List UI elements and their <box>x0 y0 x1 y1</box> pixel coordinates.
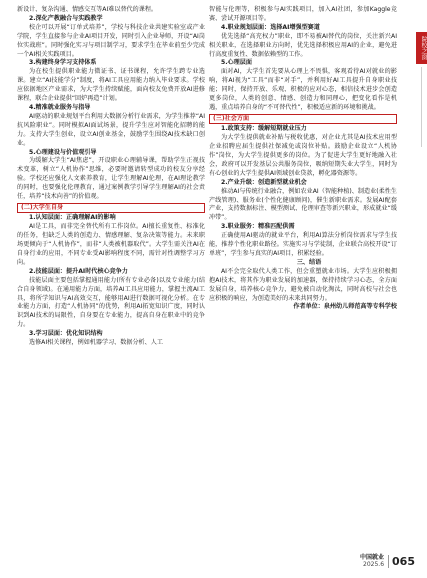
subsection-heading: 2.技能层面：提升AI时代核心竞争力 <box>29 267 128 275</box>
magazine-name: 中国就业 <box>360 554 385 561</box>
body-paragraph: 为缓解大学生“AI焦虑”，开设职业心理辅导课，帮助学生正视技术变革，树立“人机协作”思维，必要时邀请转型成功的校友分享经验。学校还应强化人文素养教育，让学生理解AI伦理，在AI理论教学的同时，也要强化伦理教育，通过案例教学引导学生理解AI的社会责任，培养“技术向善”的价值观。 <box>17 157 205 201</box>
body-paragraph: 面对AI，大学生首先要从心理上不畏惧，客观看待AI对就业的影响，将AI视为“工具”而非“对手”，并利用好AI工具提升自身职业技能；同时，保持开放、乐观、积极的应对心态，相信技术进步会创造更多岗位，人类的创意、情感、创造力和同理心，把变化看作是机遇，重点培养自身的“不可替代性”，积极适应新的环境和挑战。 <box>209 68 397 111</box>
body-paragraph: 新设计、复杂沟通、情感交互等AI难以替代的课程。 <box>17 6 158 13</box>
body-paragraph: 优先选择“高充权力”职业，即不易被AI替代的岗位，关注新兴AI相关职业，在选择职业方向时，优先选择积极应用AI的企业，避免进行高度重复性、数据依赖型的工作。 <box>209 32 397 58</box>
body-paragraph: 推动AI与传统行业融合，例如农业AI（智能种植)、制造业(柔性生产线管理)、服务业(个性化健康顾问)，催生新职业需求。发展AI配套产业，支持数据标注、模型测试、伦理审查等新兴职业，形成就业“缓冲带”。 <box>209 187 397 222</box>
section-sidebar <box>416 32 427 147</box>
subsection-heading: 3.学习层面：优化知识结构 <box>29 330 103 338</box>
body-paragraph: 选修AI相关课程，例如机器学习、数据分析、人工 <box>29 339 163 347</box>
subsection-heading: 3.职业服务：精准匹配供需 <box>221 223 295 231</box>
section-heading: 三、结语 <box>296 258 322 266</box>
subsection-heading: 5.心理层面 <box>221 59 252 67</box>
body-paragraph: AI驱动的职业规划平台利用大数据分析行业需求，为学生推荐“AI抗风险职业”。同时模拟AI面试场景，提升学生应对智能化招聘的能力。支持大学生创业，设立AI创业基金，鼓励学生围绕AI技术缺口创业。 <box>17 112 205 147</box>
section-heading-box: (二)大学生自身 <box>17 203 205 213</box>
sidebar-divider <box>421 67 422 147</box>
subsection-heading: 1.认知层面：正确理解AI的影响 <box>29 214 116 222</box>
subsection-heading: 4.职业规划层面：选择AI增强型赛道 <box>221 23 320 31</box>
section-tab-college-window[interactable]: 院校之窗 <box>416 32 427 64</box>
subsection-heading: 1.政策支持：缓解短期就业压力 <box>221 125 307 133</box>
subsection-heading: 2.产业升级：创造新型就业机会 <box>221 178 307 186</box>
body-paragraph: 为大学生提供就业补贴与税收优惠，对企业尤其是AI技术应用型企业招聘应届生提供社保减免或岗位补贴。鼓励企业设立“人机协作”岗位，为大学生提供更多的岗位。为了促进大学生更好地融入社会，政府可以开发基层公共服务岗位，吸纳短期失业大学生，同时为有心创业的大学生提供AI领域创业贷款，孵化器资源等。 <box>209 134 397 177</box>
subsection-heading: 5.心理建设与价值观引导 <box>29 148 97 156</box>
issue-number: 2025.6 <box>363 561 385 568</box>
subsection-heading: 3.构建终身学习支持体系 <box>29 59 97 67</box>
body-paragraph: 校企可以开展“订单式培养”，学校与科技企业共建实验室或产业学院，学生直接参与企业AI项目开发，同时引入企业导师，开设“AI岗位实战班”。同时强化实习与项目制学习，要求学生在毕业前至少完成一个AI相关实践项目。 <box>17 23 205 58</box>
body-paragraph: 为在校生提供职业能力微证书、证书课程，允许学生跨专业选课。建立“AI技能学分”制度，将AI工具应用能力纳入毕业要求。学校应依据地区产业需求，为大学生持续赋能，面向校友免费开放AI进修课程，联合企业提供“回炉再造”计划。 <box>17 68 205 103</box>
subsection-heading: 2.深化产教融合与实践教学 <box>29 14 103 22</box>
section-heading-box: (三)社会方面 <box>209 114 397 124</box>
body-paragraph: AI不会完全取代人类工作，但会重塑就业市场。大学生应积极拥抱AI技术，将其作为职业发展的加速器，保持持续学习心态，全方面发展自身，培养核心竞争力，避免被自动化淘汰，同时高校与社会也应积极的响应，为创造美好的未来共同努力。 <box>209 267 397 302</box>
right-text-column <box>209 6 397 312</box>
body-paragraph: 技能层面主要包括掌握通用能力(所有专业必备)以及专业能力(结合自身领域)。在通用能力方面，培养AI工具应用能力，掌握主流AI工具，将所学知识与AI高效交互，能够用AI进行数据可视化分析。在专业能力方面，打造“人机协同”的优势，利用AI拓宽知识广度，同时认识到AI技术的局限性，自身要在专业能力，提高自身在职业中的竞争力。 <box>17 276 205 329</box>
left-text-column <box>17 6 205 348</box>
magazine-info <box>360 554 384 568</box>
author-affiliation: 作者单位：泉州幼儿师范高等专科学校 <box>293 303 397 311</box>
page-footer <box>360 550 415 572</box>
body-paragraph: 智能与伦理等，积极参与AI实践项目，加入AI社团，参加Kaggle竞赛、尝试开源项目等。 <box>209 6 397 22</box>
page-number: 065 <box>388 555 415 568</box>
body-paragraph: 正确使用AI驱动的就业平台，利用AI算法分析岗位需求与学生技能，推荐个性化职业路径。实施实习与学徒制，企业联合高校开设“订单班”，学生参与真实的AI项目，积累经验。 <box>209 232 397 257</box>
body-paragraph: AI是工具，而非完全替代所有工作岗位。AI擅长重复性、标准化的任务，但缺乏人类的创造力、情感理解、复杂决策等能力。未来职场更倾向于“人机协作”，而非“人类被机器取代”。大学生需关注AI在自身行业的应用，不同专业受AI影响程度不同，需针对性调整学习方向。 <box>17 223 205 266</box>
subsection-heading: 4.精准就业服务与指导 <box>29 103 91 111</box>
